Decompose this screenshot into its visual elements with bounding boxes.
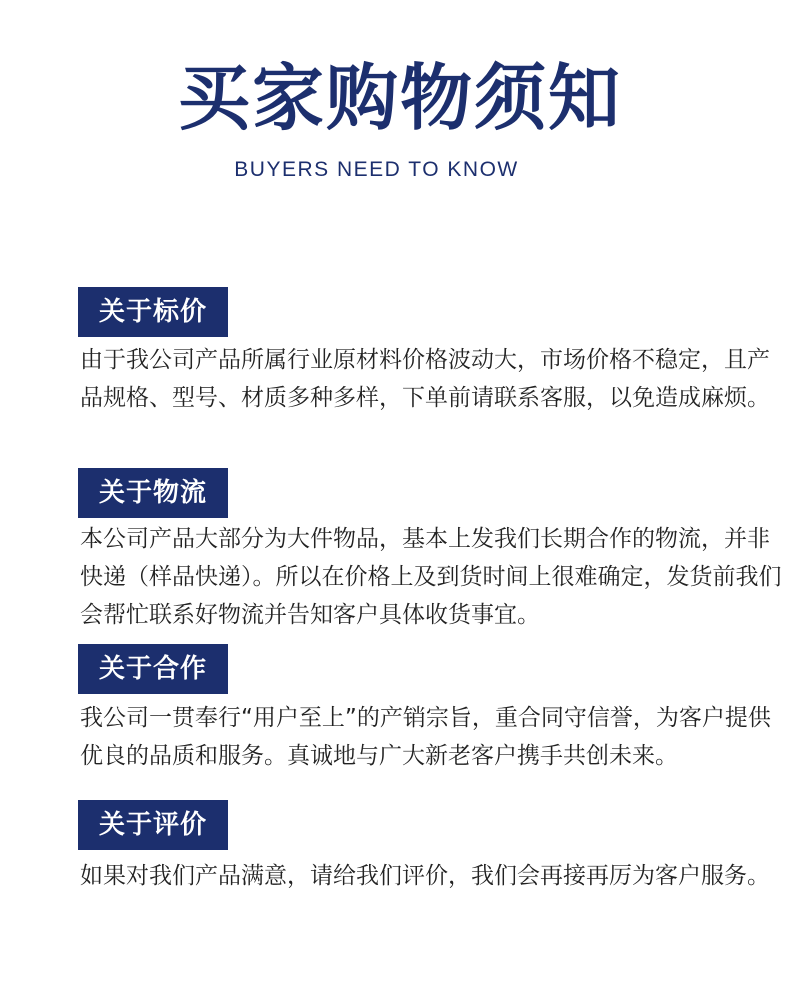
section-body-logistics: 本公司产品大部分为大件物品，基本上发我们长期合作的物流，并非快递（样品快递）。所以在价格上及到货时间上很难确定，发货前我们会帮忙联系好物流并告知客户具体收货事宜。 bbox=[80, 526, 782, 628]
page-title: 买家购物须知 bbox=[177, 56, 622, 140]
page-subtitle: BUYERS NEED TO KNOW bbox=[234, 158, 519, 181]
section-heading-reviews: 关于评价 bbox=[78, 800, 228, 850]
section-body-pricing: 由于我公司产品所属行业原材料价格波动大，市场价格不稳定，且产品规格、型号、材质多种多样，下单前请联系客服，以免造成麻烦。 bbox=[80, 347, 770, 411]
section-heading-pricing: 关于标价 bbox=[78, 287, 228, 337]
section-body-reviews: 如果对我们产品满意，请给我们评价，我们会再接再厉为客户服务。 bbox=[80, 863, 770, 889]
section-heading-logistics: 关于物流 bbox=[78, 468, 228, 518]
section-body-cooperation: 我公司一贯奉行“用户至上”的产销宗旨，重合同守信誉，为客户提供优良的品质和服务。真诚地与广大新老客户携手共创未来。 bbox=[80, 705, 771, 769]
section-heading-cooperation: 关于合作 bbox=[78, 644, 228, 694]
